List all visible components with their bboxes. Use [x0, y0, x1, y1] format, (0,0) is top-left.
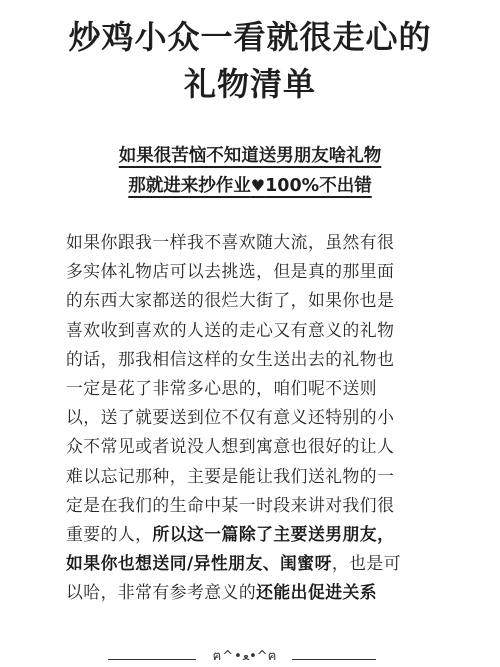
body-line-12	[66, 549, 444, 578]
body-line-4: 喜欢收到喜欢的人送的走心又有意义的礼物	[66, 319, 395, 340]
body-line-9: 难以忘记那种，主要是能让我们送礼物的一	[66, 465, 395, 486]
body-line-11-bold: 所以这一篇除了主要送男朋友，	[152, 524, 395, 545]
body-paragraph	[66, 228, 444, 608]
footer-divider	[0, 640, 500, 664]
page-title	[0, 14, 500, 108]
title-line-1: 炒鸡小众一看就很走心的	[68, 18, 432, 56]
subtitle-line-1	[0, 142, 500, 171]
body-line-12-normal: ，也是可	[331, 553, 401, 574]
body-line-11-normal: 重要的人，	[66, 524, 153, 545]
body-line-3: 的东西大家都送的很烂大街了，如果你也是	[66, 290, 395, 311]
body-line-8: 众不常见或者说没人想到寓意也很好的让人	[66, 436, 395, 457]
body-line-11	[66, 520, 444, 549]
body-line-13-bold: 还能出促进关系	[256, 582, 378, 603]
body-line-13	[66, 578, 444, 607]
heart-icon: ♥	[250, 176, 266, 195]
body-line-12-bold: 如果你也想送同/异性朋友、闺蜜呀	[66, 553, 332, 574]
subtitle-line-2	[0, 171, 500, 201]
body-line-1: 如果你跟我一样我不喜欢随大流，虽然有很	[66, 232, 395, 252]
body-line-6: 一定是花了非常多心思的，咱们呢不送则	[66, 378, 378, 399]
body-line-7: 以，送了就要送到位不仅有意义还特别的小	[66, 407, 395, 428]
subtitle-line-2-before: 那就进来抄作业	[128, 176, 251, 196]
subtitle-line-1-text: 如果很苦恼不知道送男朋友啥礼物	[118, 146, 382, 166]
subtitle-line-2-text	[128, 176, 371, 196]
cat-kaomoji: ฅ^•ﻌ•^ฅ	[212, 649, 278, 664]
subtitle-line-2-after: 100%不出错	[265, 176, 372, 196]
body-line-10: 定是在我们的生命中某一时段来讲对我们很	[66, 494, 395, 515]
divider-line-left	[108, 659, 196, 660]
subtitle	[0, 142, 500, 201]
title-line-2: 礼物清单	[183, 65, 316, 103]
body-line-5: 的话，那我相信这样的女生送出去的礼物也	[66, 348, 395, 369]
body-line-2: 多实体礼物店可以去挑选，但是真的那里面	[66, 261, 395, 282]
body-line-13-normal: 以哈，非常有参考意义的	[66, 582, 257, 603]
divider-line-right	[292, 659, 376, 660]
